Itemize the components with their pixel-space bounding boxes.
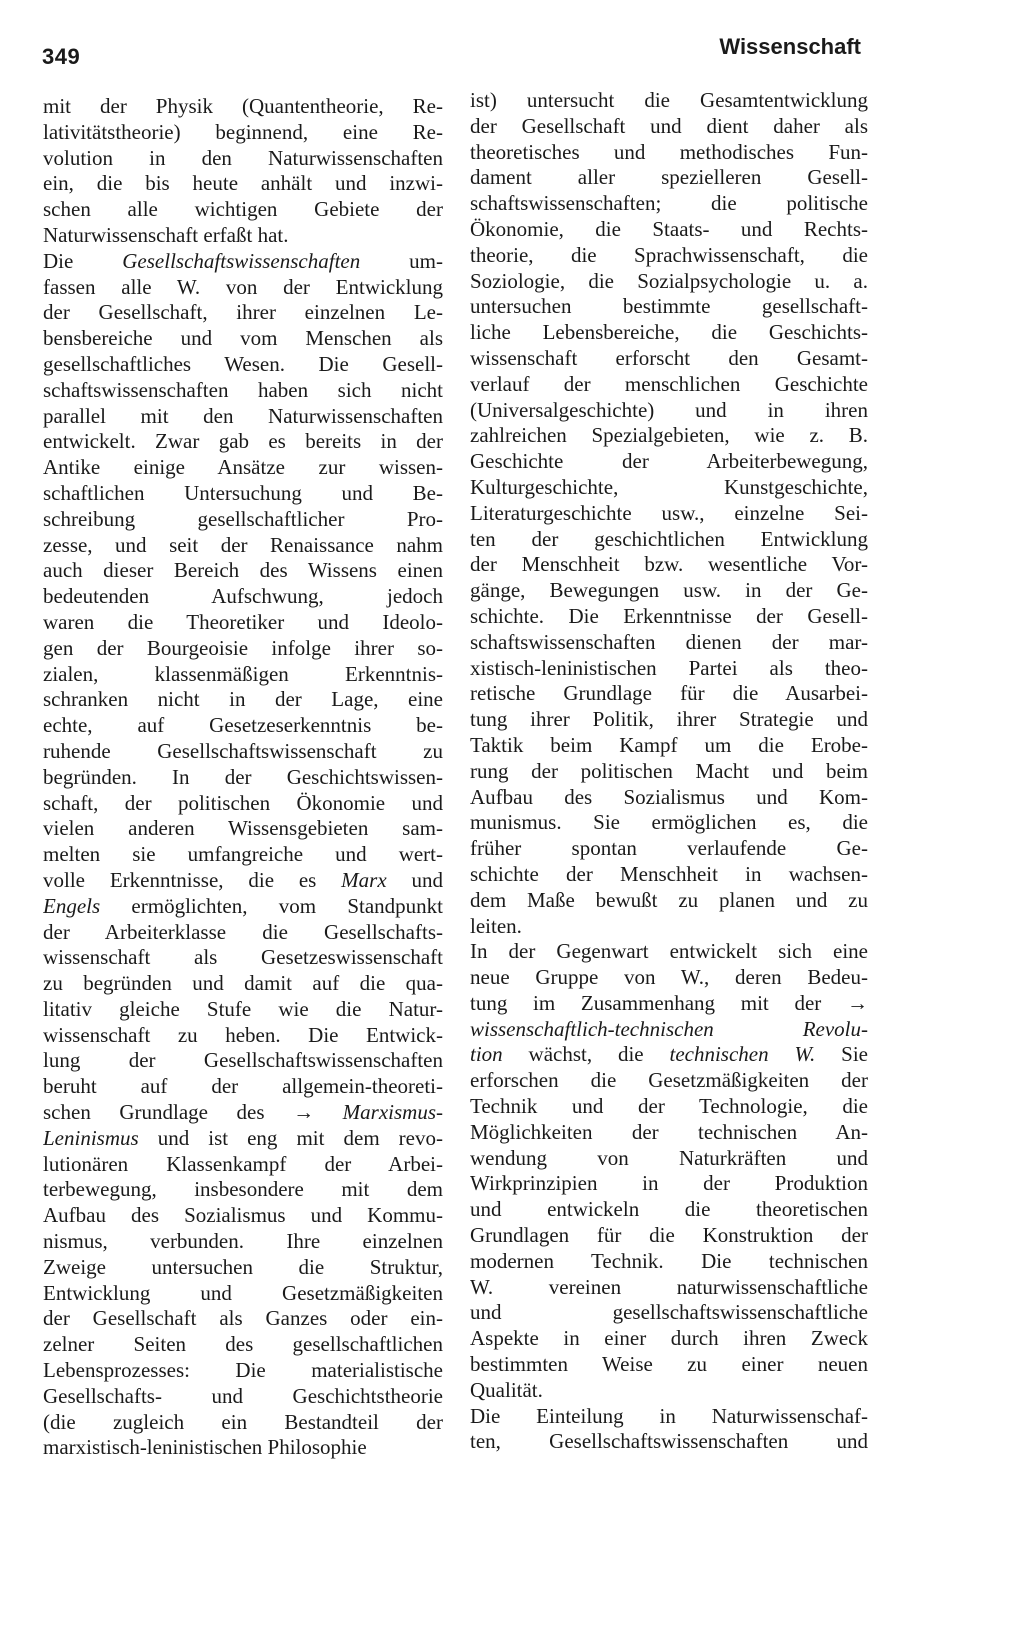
text-segment: volle Erkenntnisse, die es [43,867,342,892]
text-segment: lung der Gesellschaftswissenschaften [43,1048,443,1073]
text-line [43,146,443,172]
text-line [470,191,868,217]
text-line [470,1171,868,1197]
text-segment: volution in den Naturwissenschaften [43,145,443,170]
text-line [470,398,868,424]
text-segment: Taktik beim Kampf um die Erobe- [470,732,868,757]
text-line [43,1332,443,1358]
text-line [43,1306,443,1332]
text-line [470,759,868,785]
text-line [470,1275,868,1301]
text-segment: Aufbau des Sozialismus und Kommu- [43,1203,443,1228]
text-line [43,1152,443,1178]
text-line [43,455,443,481]
text-segment: untersuchen bestimmte gesellschaft- [470,294,868,319]
text-line [470,449,868,475]
text-segment: Möglichkeiten der technischen An- [470,1119,868,1144]
text-segment: Entwicklung und Gesetzmäßigkeiten [43,1280,443,1305]
text-line [43,429,443,455]
text-line [470,991,868,1017]
text-segment: zelner Seiten des gesellschaftlichen [43,1332,443,1357]
text-segment: xistisch-leninistischen Partei als theo- [470,655,868,680]
text-line [470,346,868,372]
text-segment: Antike einige Ansätze zur wissen- [43,455,443,480]
text-line [43,378,443,404]
text-line [470,1404,868,1430]
text-line [43,533,443,559]
text-segment: gänge, Bewegungen usw. in der Ge- [470,578,868,603]
text-segment: liche Lebensbereiche, die Geschichts- [470,320,868,345]
text-segment: erforschen die Gesetzmäßigkeiten der [470,1068,868,1093]
text-segment: schen alle wichtigen Gebiete der [43,197,443,222]
text-line [43,1435,443,1461]
text-segment: um- [360,248,443,273]
text-line [43,1229,443,1255]
text-segment: In der Gegenwart entwickelt sich eine [470,939,868,964]
text-line [470,88,868,114]
text-line [43,739,443,765]
text-line [470,1300,868,1326]
text-segment: und [386,867,443,892]
text-segment: Qualität. [470,1377,543,1402]
text-segment: ruhende Gesellschaftswissenschaft zu [43,738,443,763]
text-line [43,94,443,120]
text-segment: und gesellschaftswissenschaftliche [470,1300,868,1325]
text-line [43,275,443,301]
right-column [470,88,868,1455]
text-line [470,552,868,578]
text-line [470,269,868,295]
text-segment: wissenschaft zu heben. Die Entwick- [43,1022,443,1047]
text-segment: entwickelt. Zwar gab es bereits in der [43,429,443,454]
text-line [43,1203,443,1229]
text-line [43,1358,443,1384]
text-segment: wissenschaft als Gesetzeswissenschaft [43,945,443,970]
text-segment: tung ihrer Politik, ihrer Strategie und [470,707,868,732]
text-line [470,527,868,553]
text-segment: lutionären Klassenkampf der Arbei- [43,1151,443,1176]
text-line [470,1094,868,1120]
text-line [470,681,868,707]
text-segment: früher spontan verlaufende Ge- [470,836,868,861]
text-segment: der Gesellschaft und dient daher als [470,113,868,138]
text-segment: Zweige untersuchen die Struktur, [43,1254,443,1279]
text-line [470,114,868,140]
text-line [470,810,868,836]
text-segment: marxistisch-leninistischen Philosophie [43,1435,367,1460]
text-line [470,475,868,501]
italic-term: Marxismus- [342,1100,443,1125]
text-line [43,713,443,739]
text-line [43,300,443,326]
text-segment: Kulturgeschichte, Kunstgeschichte, [470,474,868,499]
text-line [470,1120,868,1146]
text-segment: der Gesellschaft als Ganzes oder ein- [43,1306,443,1331]
text-segment: retische Grundlage für die Ausarbei- [470,681,868,706]
text-segment: schaft, der politischen Ökonomie und [43,790,443,815]
text-line [470,1068,868,1094]
text-line [43,1281,443,1307]
text-segment: Lebensprozesses: Die materialistische [43,1358,443,1383]
text-segment: echte, auf Gesetzeserkenntnis be- [43,713,443,738]
text-line [470,785,868,811]
text-segment: rung der politischen Macht und beim [470,758,868,783]
text-line [43,404,443,430]
text-segment: begründen. In der Geschichtswissen- [43,764,443,789]
text-line [470,320,868,346]
text-line [43,1023,443,1049]
text-line [43,1177,443,1203]
text-line [43,791,443,817]
text-segment: und ist eng mit dem revo- [138,1125,443,1150]
text-segment: zu begründen und damit auf die qua- [43,971,443,996]
text-segment: ten der geschichtlichen Entwicklung [470,526,868,551]
text-line [470,604,868,630]
text-segment: melten sie umfangreiche und wert- [43,842,443,867]
text-line [43,636,443,662]
text-segment: schen Grundlage des → [43,1100,343,1125]
text-segment: auch dieser Bereich des Wissens einen [43,558,443,583]
text-segment: ten, Gesellschaftswissenschaften und [470,1429,868,1454]
text-segment: (Universalgeschichte) und in ihren [470,397,868,422]
text-segment: nismus, verbunden. Ihre einzelnen [43,1229,443,1254]
text-segment: lativitätstheorie) beginnend, eine Re- [43,119,443,144]
italic-term: Marx [341,867,387,892]
italic-term: tion [470,1042,503,1067]
text-line [43,1410,443,1436]
text-line [470,888,868,914]
text-line [470,707,868,733]
text-segment: theorie, die Sprachwissenschaft, die [470,242,868,267]
text-segment: parallel mit den Naturwissenschaften [43,403,443,428]
text-line [470,243,868,269]
text-segment: dem Maße bewußt zu planen und zu [470,887,868,912]
text-segment: modernen Technik. Die technischen [470,1248,868,1273]
text-segment: munismus. Sie ermöglichen es, die [470,810,868,835]
text-line [470,656,868,682]
text-line [43,558,443,584]
text-line [43,1074,443,1100]
italic-term: technischen W. [669,1042,816,1067]
text-line [43,1384,443,1410]
text-line [470,423,868,449]
text-segment: dament aller spezielleren Gesell- [470,165,868,190]
text-line [470,965,868,991]
text-segment: zialen, klassenmäßigen Erkenntnis- [43,661,443,686]
text-line [470,1017,868,1043]
text-line [43,662,443,688]
text-segment: zesse, und seit der Renaissance nahm [43,532,443,557]
text-segment: schaftswissenschaften; die politische [470,191,868,216]
text-segment: schichte. Die Erkenntnisse der Gesell- [470,603,868,628]
text-segment: waren die Theoretiker und Ideolo- [43,609,443,634]
text-segment: mit der Physik (Quantentheorie, Re- [43,94,443,118]
text-segment: Gesellschafts- und Geschichtstheorie [43,1383,443,1408]
text-line [470,1249,868,1275]
text-segment: wächst, die [502,1042,670,1067]
text-segment: schreibung gesellschaftlicher Pro- [43,506,443,531]
text-line [43,197,443,223]
text-line [470,165,868,191]
text-segment: ein, die bis heute anhält und inzwi- [43,171,443,196]
text-segment: terbewegung, insbesondere mit dem [43,1177,443,1202]
text-line [43,584,443,610]
text-line [470,1429,868,1455]
text-line [43,894,443,920]
text-segment: verlauf der menschlichen Geschichte [470,371,868,396]
text-line [43,120,443,146]
text-line [43,842,443,868]
text-line [470,1146,868,1172]
italic-term: wissenschaftlich-technischen Revolu- [470,1016,868,1041]
text-segment: vielen anderen Wissensgebieten sam- [43,816,443,841]
text-segment: zahlreichen Spezialgebieten, wie z. B. [470,423,868,448]
text-segment: der Arbeiterklasse die Gesellschafts- [43,919,443,944]
text-line [470,578,868,604]
text-line [43,765,443,791]
text-line [43,507,443,533]
text-segment: tung im Zusammenhang mit der → [470,990,868,1015]
page-number: 349 [42,44,81,69]
text-segment: theoretisches und methodisches Fun- [470,139,868,164]
text-line [43,997,443,1023]
text-line [43,816,443,842]
text-line [43,945,443,971]
text-segment: schaftswissenschaften haben sich nicht [43,377,443,402]
italic-term: Engels [43,893,101,918]
text-segment: und entwickeln die theoretischen [470,1197,868,1222]
text-line [470,1042,868,1068]
text-segment: litativ gleiche Stufe wie die Natur- [43,996,443,1021]
left-column [43,94,443,1461]
text-line [43,1255,443,1281]
text-line [470,1326,868,1352]
text-segment: Die [43,248,123,273]
text-segment: bensbereiche und vom Menschen als [43,326,443,351]
text-line [470,1223,868,1249]
text-line [470,140,868,166]
text-line [470,1378,868,1404]
text-segment: Sie [815,1042,868,1067]
text-line [470,914,868,940]
text-segment: der Gesellschaft, ihrer einzelnen Le- [43,300,443,325]
text-line [43,610,443,636]
text-segment: bestimmten Weise zu einer neuen [470,1352,868,1377]
text-line [43,1126,443,1152]
text-segment: schaftswissenschaften dienen der mar- [470,629,868,654]
text-segment: Grundlagen für die Konstruktion der [470,1223,868,1248]
text-segment: gesellschaftliches Wesen. Die Gesell- [43,351,443,376]
text-line [43,868,443,894]
text-segment: der Menschheit bzw. wesentliche Vor- [470,552,868,577]
text-segment: beruht auf der allgemein-theoreti- [43,1074,443,1099]
text-segment: Wirkprinzipien in der Produktion [470,1171,868,1196]
text-segment: Aufbau des Sozialismus und Kom- [470,784,868,809]
text-line [470,836,868,862]
text-line [43,971,443,997]
text-line [43,481,443,507]
text-segment: leiten. [470,913,522,938]
running-head: Wissenschaft [719,34,861,59]
text-line [470,1197,868,1223]
text-segment: ermöglichten, vom Standpunkt [100,893,443,918]
text-line [470,939,868,965]
italic-term: Leninismus [43,1125,139,1150]
italic-term: Gesellschaftswissenschaften [122,248,361,273]
text-segment: Geschichte der Arbeiterbewegung, [470,449,868,474]
text-line [470,630,868,656]
text-line [470,217,868,243]
text-segment: neue Gruppe von W., deren Bedeu- [470,965,868,990]
text-line [43,1100,443,1126]
text-line [470,733,868,759]
text-line [470,372,868,398]
text-segment: schaftlichen Untersuchung und Be- [43,480,443,505]
text-line [470,1352,868,1378]
text-segment: W. vereinen naturwissenschaftliche [470,1274,868,1299]
text-line [43,1048,443,1074]
text-segment: Naturwissenschaft erfaßt hat. [43,222,289,247]
text-segment: fassen alle W. von der Entwicklung [43,274,443,299]
text-line [43,352,443,378]
text-segment: bedeutenden Aufschwung, jedoch [43,584,443,609]
text-segment: schranken nicht in der Lage, eine [43,687,443,712]
text-segment: Aspekte in einer durch ihren Zweck [470,1326,868,1351]
text-line [470,862,868,888]
text-line [43,249,443,275]
text-line [470,501,868,527]
text-segment: (die zugleich ein Bestandteil der [43,1409,443,1434]
text-segment: Technik und der Technologie, die [470,1094,868,1119]
text-segment: wendung von Naturkräften und [470,1145,868,1170]
text-line [43,171,443,197]
text-line [43,687,443,713]
text-segment: schichte der Menschheit in wachsen- [470,861,868,886]
text-segment: gen der Bourgeoisie infolge ihrer so- [43,635,443,660]
text-segment: Ökonomie, die Staats- und Rechts- [470,216,868,241]
text-line [470,294,868,320]
text-segment: ist) untersucht die Gesamtentwicklung [470,88,868,112]
text-line [43,920,443,946]
text-segment: Literaturgeschichte usw., einzelne Sei- [470,500,868,525]
text-line [43,223,443,249]
text-segment: Soziologie, die Sozialpsychologie u. a. [470,268,868,293]
text-segment: Die Einteilung in Naturwissenschaf- [470,1403,868,1428]
text-line [43,326,443,352]
text-segment: wissenschaft erforscht den Gesamt- [470,345,868,370]
